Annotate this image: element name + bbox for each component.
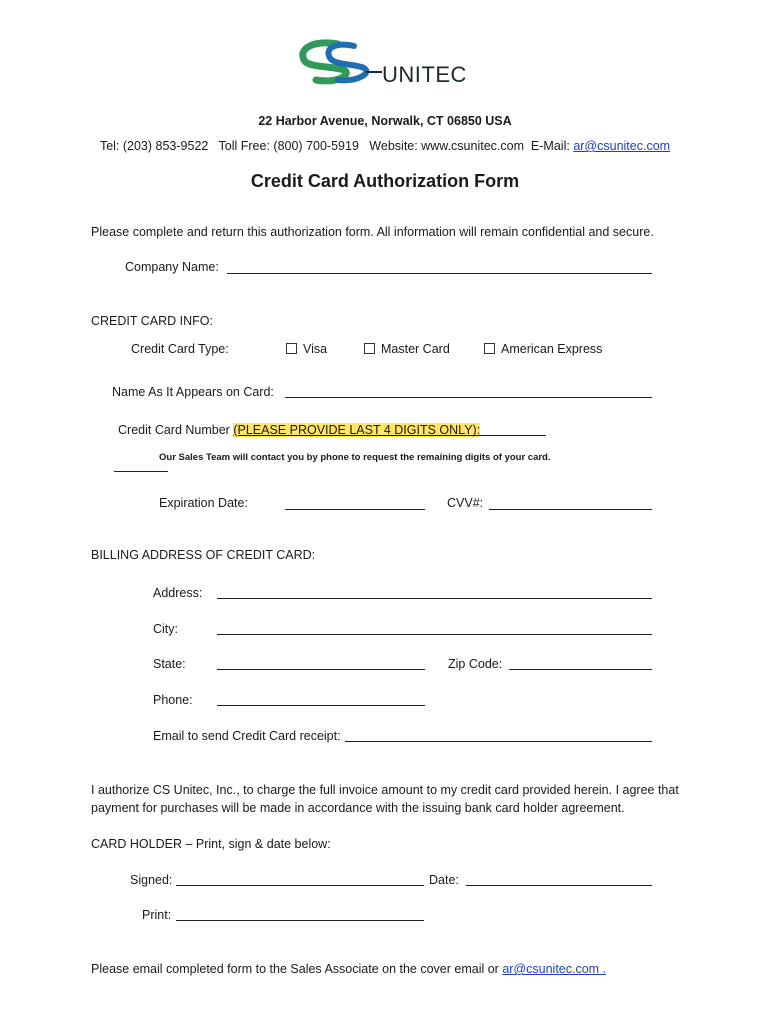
authorization-line-1: I authorize CS Unitec, Inc., to charge the full invoice amount to my credit card provided herein. I agree that [91, 783, 679, 797]
card-number-field[interactable] [468, 435, 546, 436]
zip-label: Zip Code: [448, 657, 503, 671]
print-name-field[interactable] [176, 920, 424, 921]
expiration-field[interactable] [285, 509, 425, 510]
card-number-label: Credit Card Number [118, 423, 234, 437]
footer-email-link[interactable]: ar@csunitec.com . [502, 962, 607, 976]
address-field[interactable] [217, 598, 652, 599]
city-field[interactable] [217, 634, 652, 635]
card-type-label: Credit Card Type: [131, 342, 229, 356]
credit-card-info-heading: CREDIT CARD INFO: [91, 314, 213, 328]
city-label: City: [153, 622, 178, 636]
amex-label: American Express [501, 342, 603, 356]
intro-text: Please complete and return this authorization form. All information will remain confidential and secure. [91, 225, 654, 239]
company-name-label: Company Name: [125, 260, 219, 274]
cs-logo-icon [294, 38, 384, 88]
cvv-label: CVV#: [447, 496, 484, 510]
state-field[interactable] [217, 669, 425, 670]
billing-heading: BILLING ADDRESS OF CREDIT CARD: [91, 548, 316, 562]
footer-note [91, 962, 606, 976]
visa-option[interactable] [286, 342, 327, 356]
mastercard-label: Master Card [381, 342, 450, 356]
contact-email-link[interactable]: ar@csunitec.com [573, 139, 671, 153]
authorization-line-2: payment for purchases will be made in accordance with the issuing bank card holder agreement. [91, 801, 625, 815]
state-label: State: [153, 657, 186, 671]
name-on-card-label: Name As It Appears on Card: [112, 385, 274, 399]
contact-text: Tel: (203) 853-9522 Toll Free: (800) 700-5919 Website: www.csunitec.com E-Mail: [99, 139, 574, 153]
amex-option[interactable] [484, 342, 602, 356]
card-number-row [118, 423, 480, 437]
company-address: 22 Harbor Avenue, Norwalk, CT 06850 USA [258, 114, 512, 128]
visa-checkbox[interactable] [286, 343, 297, 354]
cvv-field[interactable] [489, 509, 652, 510]
company-name-field[interactable] [227, 273, 652, 274]
receipt-email-label: Email to send Credit Card receipt: [153, 729, 341, 743]
sales-team-note: Our Sales Team will contact you by phone to request the remaining digits of your card. [159, 452, 551, 463]
mastercard-checkbox[interactable] [364, 343, 375, 354]
form-title: Credit Card Authorization Form [250, 171, 520, 191]
date-label: Date: [429, 873, 459, 887]
date-field[interactable] [466, 885, 652, 886]
card-holder-heading: CARD HOLDER – Print, sign & date below: [91, 837, 331, 851]
logo-text: UNITEC [382, 62, 467, 87]
signature-field[interactable] [176, 885, 424, 886]
footer-text: Please email completed form to the Sales Associate on the cover email or [91, 962, 503, 976]
mastercard-option[interactable] [364, 342, 450, 356]
print-label: Print: [142, 908, 172, 922]
visa-label: Visa [303, 342, 328, 356]
phone-label: Phone: [153, 693, 193, 707]
expiration-label: Expiration Date: [159, 496, 248, 510]
address-label: Address: [153, 586, 203, 600]
phone-field[interactable] [217, 705, 425, 706]
amex-checkbox[interactable] [484, 343, 495, 354]
company-logo [294, 38, 484, 94]
contact-line [0, 139, 770, 153]
zip-field[interactable] [509, 669, 652, 670]
name-on-card-field[interactable] [285, 397, 652, 398]
card-number-note: (PLEASE PROVIDE LAST 4 DIGITS ONLY): [233, 423, 481, 437]
signed-label: Signed: [130, 873, 173, 887]
receipt-email-field[interactable] [345, 741, 652, 742]
sales-note-underline [114, 471, 168, 472]
